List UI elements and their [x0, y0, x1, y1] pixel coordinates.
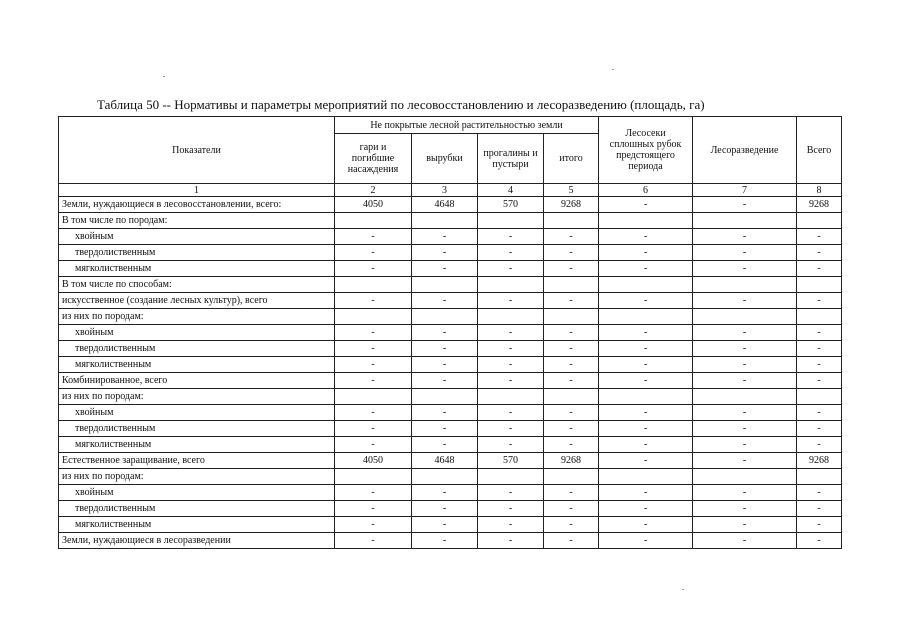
table-row [59, 453, 842, 469]
row-value [412, 309, 478, 325]
row-value: - [478, 261, 544, 277]
row-value [544, 277, 599, 293]
header-burned: гари и погибшие насаждения [335, 134, 412, 184]
row-value: - [693, 197, 797, 213]
row-value [797, 389, 842, 405]
table-row [59, 277, 842, 293]
row-value: - [412, 501, 478, 517]
row-value: - [412, 245, 478, 261]
scan-speck [612, 69, 614, 70]
row-value [797, 213, 842, 229]
row-value [693, 389, 797, 405]
table-row [59, 405, 842, 421]
row-value: - [335, 533, 412, 549]
row-value [599, 469, 693, 485]
row-value: - [599, 405, 693, 421]
row-value: - [335, 517, 412, 533]
row-value: - [544, 373, 599, 389]
table-row [59, 229, 842, 245]
row-value: - [599, 437, 693, 453]
scan-speck [682, 589, 684, 590]
row-label: хвойным [59, 405, 335, 421]
row-value: - [335, 373, 412, 389]
row-value: - [693, 501, 797, 517]
row-value: - [797, 261, 842, 277]
table-row [59, 437, 842, 453]
row-value: - [478, 533, 544, 549]
column-number-row [59, 184, 842, 197]
header-indicators: Показатели [59, 117, 335, 184]
row-value: - [335, 421, 412, 437]
column-number: 6 [599, 184, 693, 197]
table-caption: Таблица 50 -- Нормативы и параметры мероприятий по лесовосстановлению и лесоразведению (площадь, га) [97, 97, 705, 112]
row-value: - [544, 485, 599, 501]
row-value: - [412, 261, 478, 277]
row-value: - [478, 517, 544, 533]
row-value [599, 213, 693, 229]
header-afforestation: Лесоразведение [693, 117, 797, 184]
row-value: - [478, 245, 544, 261]
row-value: - [412, 421, 478, 437]
row-value: - [797, 357, 842, 373]
row-value: 9268 [544, 453, 599, 469]
header-glades: прогалины и пустыри [478, 134, 544, 184]
row-label: твердолиственным [59, 501, 335, 517]
row-value: - [544, 501, 599, 517]
table-row [59, 357, 842, 373]
row-value: - [693, 437, 797, 453]
row-value: - [797, 341, 842, 357]
forest-regeneration-table [58, 116, 842, 549]
row-value: 570 [478, 197, 544, 213]
row-value: - [599, 293, 693, 309]
header-total: итого [544, 134, 599, 184]
header-not-covered-group: Не покрытые лесной растительностью земли [335, 117, 599, 134]
row-value: - [693, 357, 797, 373]
row-value: - [544, 357, 599, 373]
row-value: - [599, 421, 693, 437]
column-number: 7 [693, 184, 797, 197]
row-label: Комбинированное, всего [59, 373, 335, 389]
row-value: - [693, 485, 797, 501]
table-row [59, 373, 842, 389]
row-value: - [693, 453, 797, 469]
row-value: 9268 [544, 197, 599, 213]
row-value [412, 213, 478, 229]
table-row [59, 309, 842, 325]
row-value [335, 277, 412, 293]
column-number: 3 [412, 184, 478, 197]
row-value: - [599, 453, 693, 469]
row-value: - [544, 325, 599, 341]
row-value: - [335, 293, 412, 309]
row-value: - [599, 485, 693, 501]
row-label: мягколиственным [59, 261, 335, 277]
row-value: - [693, 373, 797, 389]
row-value [478, 309, 544, 325]
row-label: хвойным [59, 325, 335, 341]
row-value: 4050 [335, 197, 412, 213]
row-value: - [412, 341, 478, 357]
row-value [599, 389, 693, 405]
row-value: - [478, 421, 544, 437]
row-value [693, 213, 797, 229]
row-value [335, 309, 412, 325]
table-row [59, 533, 842, 549]
row-value: - [412, 293, 478, 309]
row-value [335, 389, 412, 405]
row-value: - [797, 421, 842, 437]
table-row [59, 245, 842, 261]
row-value: - [693, 533, 797, 549]
row-value: - [797, 373, 842, 389]
row-value: - [797, 229, 842, 245]
row-value [412, 469, 478, 485]
row-value: 570 [478, 453, 544, 469]
row-value: - [599, 341, 693, 357]
row-label: В том числе по способам: [59, 277, 335, 293]
row-value: - [544, 517, 599, 533]
row-value: - [335, 325, 412, 341]
row-value: - [412, 437, 478, 453]
row-value: - [693, 245, 797, 261]
row-value: - [693, 293, 797, 309]
row-value: - [599, 229, 693, 245]
column-number: 5 [544, 184, 599, 197]
row-value [544, 309, 599, 325]
row-value [693, 277, 797, 293]
row-value [478, 389, 544, 405]
table-row [59, 485, 842, 501]
row-value: - [797, 325, 842, 341]
table-row [59, 421, 842, 437]
row-value [544, 469, 599, 485]
table-row [59, 389, 842, 405]
row-value: - [599, 501, 693, 517]
row-value [412, 389, 478, 405]
table-row [59, 261, 842, 277]
row-value: - [412, 533, 478, 549]
row-value: - [693, 229, 797, 245]
row-label: твердолиственным [59, 245, 335, 261]
row-value: - [478, 357, 544, 373]
row-value: - [478, 341, 544, 357]
row-value: - [693, 405, 797, 421]
table-row [59, 293, 842, 309]
row-value: 4648 [412, 197, 478, 213]
row-value: - [693, 517, 797, 533]
row-value: - [335, 245, 412, 261]
row-label: из них по породам: [59, 389, 335, 405]
row-value: - [544, 533, 599, 549]
row-value: - [544, 405, 599, 421]
row-value: 4648 [412, 453, 478, 469]
row-label: хвойным [59, 229, 335, 245]
row-value: - [335, 485, 412, 501]
row-label: В том числе по породам: [59, 213, 335, 229]
column-number: 1 [59, 184, 335, 197]
row-value: - [599, 261, 693, 277]
row-value [693, 309, 797, 325]
row-label: хвойным [59, 485, 335, 501]
row-value: - [797, 245, 842, 261]
row-value: - [335, 437, 412, 453]
row-value: - [412, 357, 478, 373]
row-label: твердолиственным [59, 341, 335, 357]
row-value: - [797, 437, 842, 453]
table-row [59, 213, 842, 229]
row-value: - [599, 197, 693, 213]
row-value: 4050 [335, 453, 412, 469]
table-row [59, 325, 842, 341]
row-value [797, 309, 842, 325]
row-label: мягколиственным [59, 437, 335, 453]
row-value: - [412, 485, 478, 501]
row-value: - [412, 325, 478, 341]
row-value: - [544, 229, 599, 245]
row-value: - [797, 517, 842, 533]
header-clearings: вырубки [412, 134, 478, 184]
row-value: - [544, 245, 599, 261]
row-value [478, 277, 544, 293]
row-value: - [478, 293, 544, 309]
row-label: из них по породам: [59, 309, 335, 325]
row-value [335, 469, 412, 485]
row-value: - [693, 421, 797, 437]
row-value: - [797, 405, 842, 421]
row-value: - [599, 325, 693, 341]
row-label: мягколиственным [59, 517, 335, 533]
row-value: - [797, 501, 842, 517]
row-value [478, 469, 544, 485]
table-row [59, 341, 842, 357]
row-value: - [544, 341, 599, 357]
row-value: - [478, 485, 544, 501]
row-value: - [335, 501, 412, 517]
row-value [797, 277, 842, 293]
row-value [544, 389, 599, 405]
row-value: - [478, 501, 544, 517]
table-row [59, 501, 842, 517]
row-value [599, 277, 693, 293]
row-value: - [412, 405, 478, 421]
row-value: - [335, 341, 412, 357]
row-value: - [599, 357, 693, 373]
column-number: 4 [478, 184, 544, 197]
row-value [693, 469, 797, 485]
row-value: - [693, 341, 797, 357]
row-value [335, 213, 412, 229]
row-value: - [599, 373, 693, 389]
row-value [478, 213, 544, 229]
table-body [59, 197, 842, 549]
row-label: из них по породам: [59, 469, 335, 485]
row-value [412, 277, 478, 293]
row-value: - [412, 373, 478, 389]
row-value: - [478, 373, 544, 389]
header-all: Всего [797, 117, 842, 184]
row-value: - [412, 229, 478, 245]
row-label: Земли, нуждающиеся в лесоразведении [59, 533, 335, 549]
column-number: 2 [335, 184, 412, 197]
row-value: - [599, 517, 693, 533]
row-value: - [335, 261, 412, 277]
row-value: - [544, 421, 599, 437]
row-value: - [478, 325, 544, 341]
row-value: - [544, 261, 599, 277]
row-value: - [599, 245, 693, 261]
row-value: - [335, 405, 412, 421]
row-value [599, 309, 693, 325]
row-value: - [797, 485, 842, 501]
row-value: - [478, 405, 544, 421]
header-logging: Лесосеки сплошных рубок предстоящего периода [599, 117, 693, 184]
row-value: - [412, 517, 478, 533]
row-value [544, 213, 599, 229]
row-value: - [797, 293, 842, 309]
row-value: - [335, 357, 412, 373]
row-label: искусственное (создание лесных культур), всего [59, 293, 335, 309]
row-label: мягколиственным [59, 357, 335, 373]
row-label: Земли, нуждающиеся в лесовосстановлении, всего: [59, 197, 335, 213]
row-value: - [544, 437, 599, 453]
table-row [59, 517, 842, 533]
row-value: - [544, 293, 599, 309]
table-row [59, 197, 842, 213]
row-value: - [478, 229, 544, 245]
table-row [59, 469, 842, 485]
row-label: твердолиственным [59, 421, 335, 437]
row-value: - [478, 437, 544, 453]
row-value [797, 469, 842, 485]
column-number: 8 [797, 184, 842, 197]
row-value: - [797, 533, 842, 549]
scan-speck [163, 76, 165, 77]
row-value: - [693, 261, 797, 277]
row-value: - [335, 229, 412, 245]
row-value: - [599, 533, 693, 549]
row-label: Естественное заращивание, всего [59, 453, 335, 469]
row-value: 9268 [797, 197, 842, 213]
row-value: - [693, 325, 797, 341]
row-value: 9268 [797, 453, 842, 469]
